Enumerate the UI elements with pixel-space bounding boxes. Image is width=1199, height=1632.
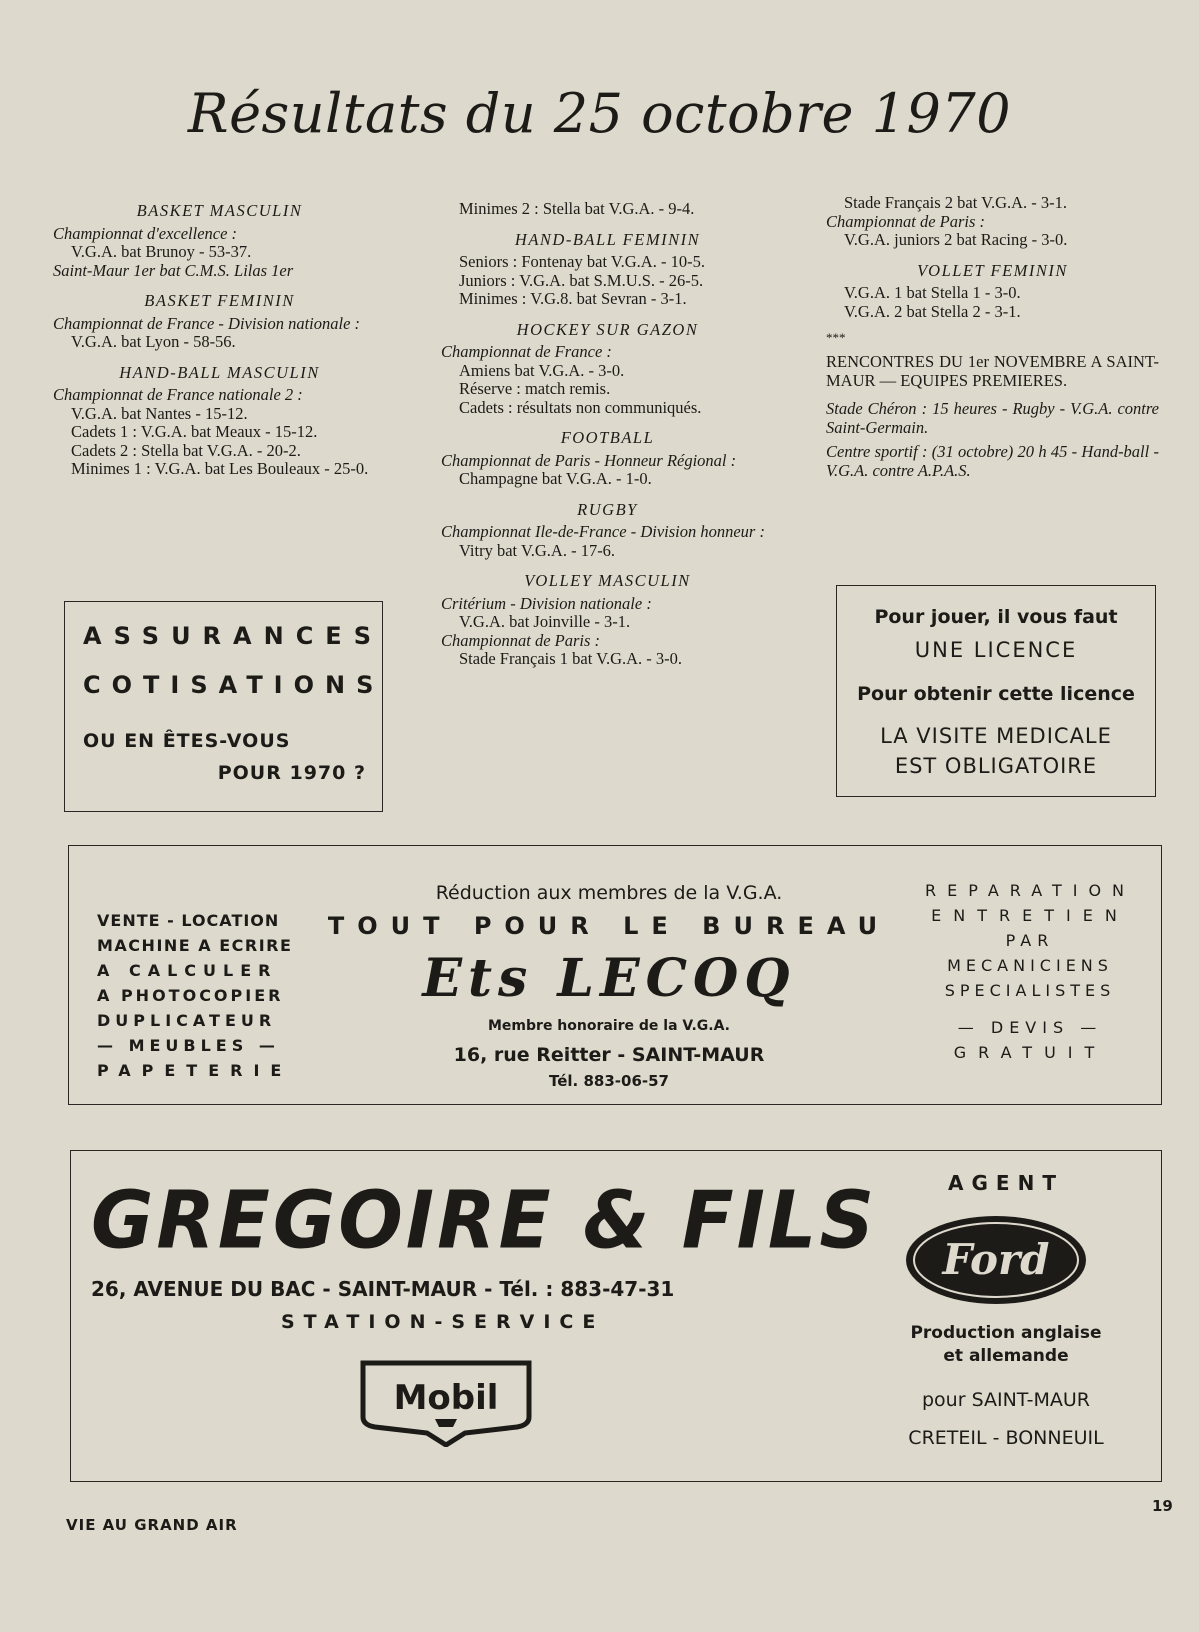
ford-text: Ford [942,1235,1050,1284]
ad-line: Pour obtenir cette licence [857,683,1135,705]
ad-line: LA VISITE MEDICALE [880,724,1112,748]
lecoq-address: 16, rue Reitter - SAINT-MAUR [453,1044,765,1066]
result-line: Championnat de France : [441,342,612,361]
heading-football: FOOTBALL [560,428,655,447]
announcement-line: Stade Chéron : 15 heures - Rugby - V.G.A. contre Saint-Germain. [826,399,1159,437]
result-line: V.G.A. 2 bat Stella 2 - 3-1. [844,301,1021,321]
ad-line: COTISATIONS [83,671,385,699]
result-line: Stade Français 1 bat V.G.A. - 3-0. [459,649,683,668]
ad-lecoq [68,845,1162,1105]
magazine-name: VIE AU GRAND AIR [66,1516,238,1534]
result-line: Vitry bat V.G.A. - 17-6. [459,540,616,560]
result-line: Cadets 2 : Stella bat V.G.A. - 20-2. [71,440,301,460]
result-line: V.G.A. bat Nantes - 15-12. [71,403,248,423]
result-line: Cadets : résultats non communiqués. [459,397,702,417]
ad-line: OU EN ÊTES-VOUS [83,730,291,752]
station-service: STATION-SERVICE [281,1311,605,1333]
result-line: Juniors : V.G.A. bat S.M.U.S. - 26-5. [459,270,704,290]
result-line: Champagne bat V.G.A. - 1-0. [459,469,652,488]
result-line: Championnat Ile-de-France - Division honneur : [441,522,765,541]
ad-line: EST OBLIGATOIRE [894,754,1098,778]
repair-line: MECANICIENS [947,956,1113,975]
gratuit-line: GRATUIT [953,1043,1107,1062]
result-line: Championnat de France nationale 2 : [53,385,303,404]
result-line: Championnat de Paris : [826,211,986,231]
result-line: Minimes : V.G.8. bat Sevran - 3-1. [459,289,687,308]
result-line: Critérium - Division nationale : [441,593,652,613]
service-line: A PHOTOCOPIER [97,986,284,1005]
result-line: Minimes 1 : V.G.A. bat Les Bouleaux - 25-0. [71,459,369,478]
heading-hand-ball-masculin: HAND-BALL MASCULIN [119,362,320,382]
announcement-line: Centre sportif : (31 octobre) 20 h 45 - Hand-ball - V.G.A. contre A.P.A.S. [826,442,1159,480]
reduction-text: Réduction aux membres de la V.G.A. [435,882,783,904]
lecoq-name: Ets LECOQ [422,948,796,1009]
result-line: V.G.A. juniors 2 bat Racing - 3-0. [844,230,1068,249]
production-line: Production anglaise [910,1323,1102,1343]
heading-basket-feminin: BASKET FEMININ [144,291,295,310]
announcement-line: RENCONTRES DU 1er NOVEMBRE A SAINT-MAUR — EQUIPES PREMIERES. [826,352,1159,390]
lecoq-repair-list [915,878,1145,1065]
service-line: — MEUBLES — [97,1036,280,1055]
service-line: A CALCULER [97,961,278,980]
ford-logo [901,1211,1091,1309]
result-line: Minimes 2 : Stella bat V.G.A. - 9-4. [459,199,695,218]
heading-rugby: RUGBY [577,499,638,519]
result-line: Amiens bat V.G.A. - 3-0. [459,360,625,380]
result-line: Championnat d'excellence : [53,223,238,243]
service-line: VENTE - LOCATION [97,911,280,930]
heading-volley-masculin: VOLLEY MASCULIN [524,571,691,590]
mobil-logo [357,1359,535,1447]
result-line: Championnat de France - Division nationale : [53,313,361,333]
ad-assurances [64,601,383,812]
column-3 [826,194,1159,480]
service-line: MACHINE A ECRIRE [97,936,293,955]
result-line: Cadets 1 : V.G.A. bat Meaux - 15-12. [71,422,318,441]
result-line: Réserve : match remis. [459,379,611,398]
page-title: Résultats du 25 octobre 1970 [187,82,1012,145]
lecoq-phone: Tél. 883-06-57 [549,1072,669,1090]
creteil-bonneuil: CRETEIL - BONNEUIL [908,1427,1104,1449]
mobil-text: Mobil [393,1378,499,1418]
page-number: 19 [1152,1497,1173,1515]
result-line: V.G.A. bat Joinville - 3-1. [459,612,631,631]
gregoire-name: GREGOIRE & FILS [91,1173,878,1267]
repair-line: SPECIALISTES [944,981,1116,1000]
ad-licence [836,585,1156,797]
heading-hand-ball-feminin: HAND-BALL FEMININ [514,229,701,249]
result-line: V.G.A. 1 bat Stella 1 - 3-0. [844,283,1021,302]
result-line: V.G.A. bat Lyon - 58-56. [71,332,236,351]
tout-pour-le-bureau: TOUT POUR LE BUREAU [327,912,891,940]
heading-vollet-feminin: VOLLET FEMININ [917,260,1068,280]
service-line: DUPLICATEUR [97,1011,277,1030]
result-line: Saint-Maur 1er bat C.M.S. Lilas 1er [53,260,294,280]
result-line: Championnat de Paris : [441,630,601,650]
column-2 [441,200,774,669]
result-line: Championnat de Paris - Honneur Régional : [441,450,737,470]
heading-hockey-sur-gazon: HOCKEY SUR GAZON [516,319,699,339]
heading-basket-masculin: BASKET MASCULIN [136,201,303,220]
column-1 [53,202,386,479]
ad-line: UNE LICENCE [914,638,1078,662]
gregoire-address: 26, AVENUE DU BAC - SAINT-MAUR - Tél. : 883-47-31 [91,1277,675,1301]
result-line: V.G.A. bat Brunoy - 53-37. [71,242,252,261]
repair-line: PAR [1005,931,1055,950]
service-line: PAPETERIE [97,1061,293,1080]
result-line: Seniors : Fontenay bat V.G.A. - 10-5. [459,252,705,271]
pour-saint-maur: pour SAINT-MAUR [921,1389,1091,1411]
agent-label: AGENT [948,1171,1064,1195]
membre-honoraire: Membre honoraire de la V.G.A. [488,1018,730,1034]
ad-line: POUR 1970 ? [217,762,366,784]
production-line: et allemande [943,1346,1069,1366]
result-line: Stade Français 2 bat V.G.A. - 3-1. [844,193,1068,212]
ad-gregoire [70,1150,1162,1482]
stars-separator: *** [826,330,846,345]
devis-line: — DEVIS — [957,1018,1103,1037]
ad-line: ASSURANCES [83,622,383,650]
ad-line: Pour jouer, il vous faut [874,606,1118,628]
lecoq-services-list [97,908,297,1083]
repair-line: REPARATION [924,881,1136,900]
repair-line: ENTRETIEN [931,906,1129,925]
